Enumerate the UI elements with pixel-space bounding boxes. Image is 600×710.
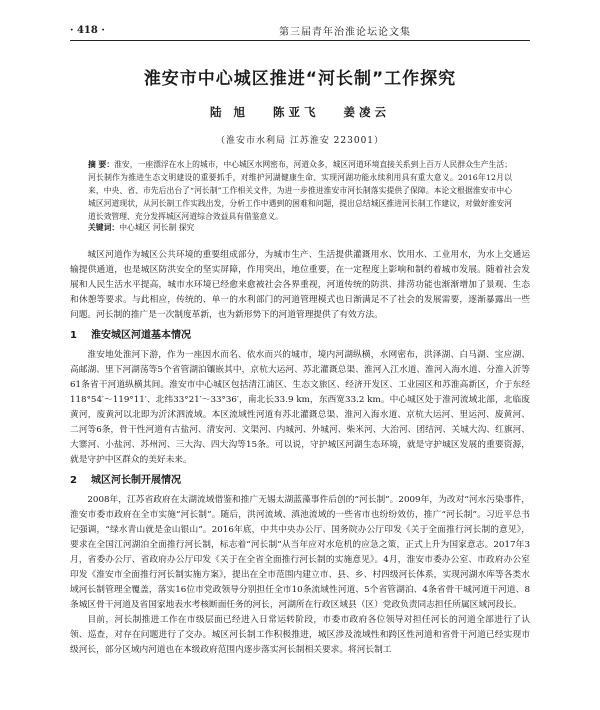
affiliation: （淮安市水利局 江苏淮安 223001） [215,136,385,146]
author-name: 陈亚飞 [273,105,320,119]
section-number: 2 [70,475,77,486]
keywords [88,222,512,234]
author-list [70,104,530,120]
body-text [70,248,530,658]
keywords-text: 中心城区 河长制 探究 [119,223,195,232]
abstract-text: 淮安，一座漂浮在水上的城市，中心城区水网密布，河道众多，城区河道环境直接关系到上百万人民群众生产生活；河长制作为推进生态文明建设的重要抓手，对维护河湖健康生命、实现河湖功能永续利用具有重大意义。2016年12月以来，中央、省、市先后出台了“河长制”工作相关文件，为进一步推进淮安市河长制落实提供了保障。本论文根据淮安市中心城区河道现状，从河长制工作实践出发，分析工作中遇到的困难和问题，提出总结城区推进河长制工作建议，对做好淮安河道长效管理、充分发挥城区河道综合效益具有借鉴意义。 [88,160,512,221]
paragraph: 目前，河长制推进工作在市级层面已经进入日常运转阶段，市委市政府各位领导对担任河长的河道全部进行了认领、巡查，对存在问题进行了交办。城区河长制工作积极推进，城区涉及流域性和跨区性河道和省骨干河道已经实现市级河长，部分区域内河道也在本级政府范围内逐步落实河长制相关要求。将河长制工 [70,615,530,655]
paper-title: 淮安市中心城区推进“河长制”工作探究 [143,69,457,89]
paragraph: 淮安地处淮河下游，作为一座因水而名、依水而兴的城市，境内河湖纵横，水网密布，洪泽湖、白马湖、宝应湖、高邮湖、里下河湖荡等5个省管湖泊镶嵌其中，京杭大运河、苏北灌溉总渠、淮河入江水道、淮河入海水道、分淮入沂等61条省干河道纵横其间。淮安市中心城区包括清江浦区、生态文旅区、经济开发区、工业园区和苏淮高新区，介于东经118°54′～119°11′、北纬33°21′～33°36′，南北长33.9 km，东西宽33.2 km。中心城区处于淮河流域北部，北临废黄河，废黄河以北即为沂沭泗流域。本区流域性河道有苏北灌溉总渠、淮河入海水道、京杭大运河、里运河、废黄河、二河等6条，骨干性河道有古盐河、清安河、文渠河、内城河、外城河、柴米河、大治河、团结河、关城大沟、红旗河、大寨河、小盐河、苏州河、三大沟、四大沟等15条。可以说，守护城区河湖生态环境，就是守护城区发展的重要资源，就是守护中区群众的美好未来。 [70,350,530,465]
section-title: 城区河长制开展情况 [90,475,181,486]
intro-paragraph: 城区河道作为城区公共环境的重要组成部分，为城市生产、生活提供灌溉用水、饮用水、工业用水，为水上交通运输提供通道，也是城区防洪安全的坚实屏障，作用突出，地位重要，在一定程度上影响和制约着城市发展。随着社会发展和人民生活水平提高，城市水环境已经愈来愈被社会各界重视，河道传统的防洪、排涝功能也渐渐增加了景观、生态和休憩等要求。与此相应，传统的、单一的水利部门的河道管理模式也日渐满足不了社会的发展需要，逐渐暴露出一些问题。河长制的推广是一次制度革新，也为新形势下的河道管理提供了有效方法。 [70,250,530,320]
abstract-label: 摘 要： [88,160,115,169]
running-title: 第三届青年治淮论坛论文集 [279,26,411,38]
header-divider [70,40,530,41]
abstract [88,158,512,223]
section-title: 淮安城区河道基本情况 [90,330,191,341]
author-name: 姜凌云 [343,105,391,119]
page-number: · 418 · [70,24,105,36]
paragraph: 2008年，江苏省政府在太湖流域借鉴和推广无锡太湖蓝藻事件后创的“河长制”。2009年，为改对“河水污染事件，淮安市委市政府在全市实施“河长制”。随后，洪河流域、滇池流域的一些省市也纷纷效仿，推广“河长制”。习近平总书记强调，“绿水青山就是金山银山”。2016年底，中共中央办公厅、国务院办公厅印发《关于全面推行河长制的意见》，要求在全国江河湖泊全面推行河长制，标志着“河长制”从当年应对水危机的应急之策，正式上升为国家意志。2017年3月，省委办公厅、省政府办公厅印发《关于在全省全面推行河长制的实施意见》。4月，淮安市委办公室、市政府办公室印发《淮安市全面推行河长制实施方案》，提出在全市范围内建立市、县、乡、村四级河长体系，实现河湖水库等各类水域河长制管理全覆盖，落实16位市党政领导分别担任全市10条流域性河道、5个省管湖泊、4条省骨干城河道干河道、8条城区骨干河道及省国家地表水考核断面任务的河长，河湖所在行政区域县（区）党政负责同志担任所属区域河段长。 [70,495,530,610]
section-heading [70,473,530,488]
author-name: 陆 旭 [209,105,249,119]
keywords-label: 关键词： [88,223,120,232]
running-header [70,22,530,38]
section-number: 1 [70,330,77,341]
section-heading [70,328,530,343]
